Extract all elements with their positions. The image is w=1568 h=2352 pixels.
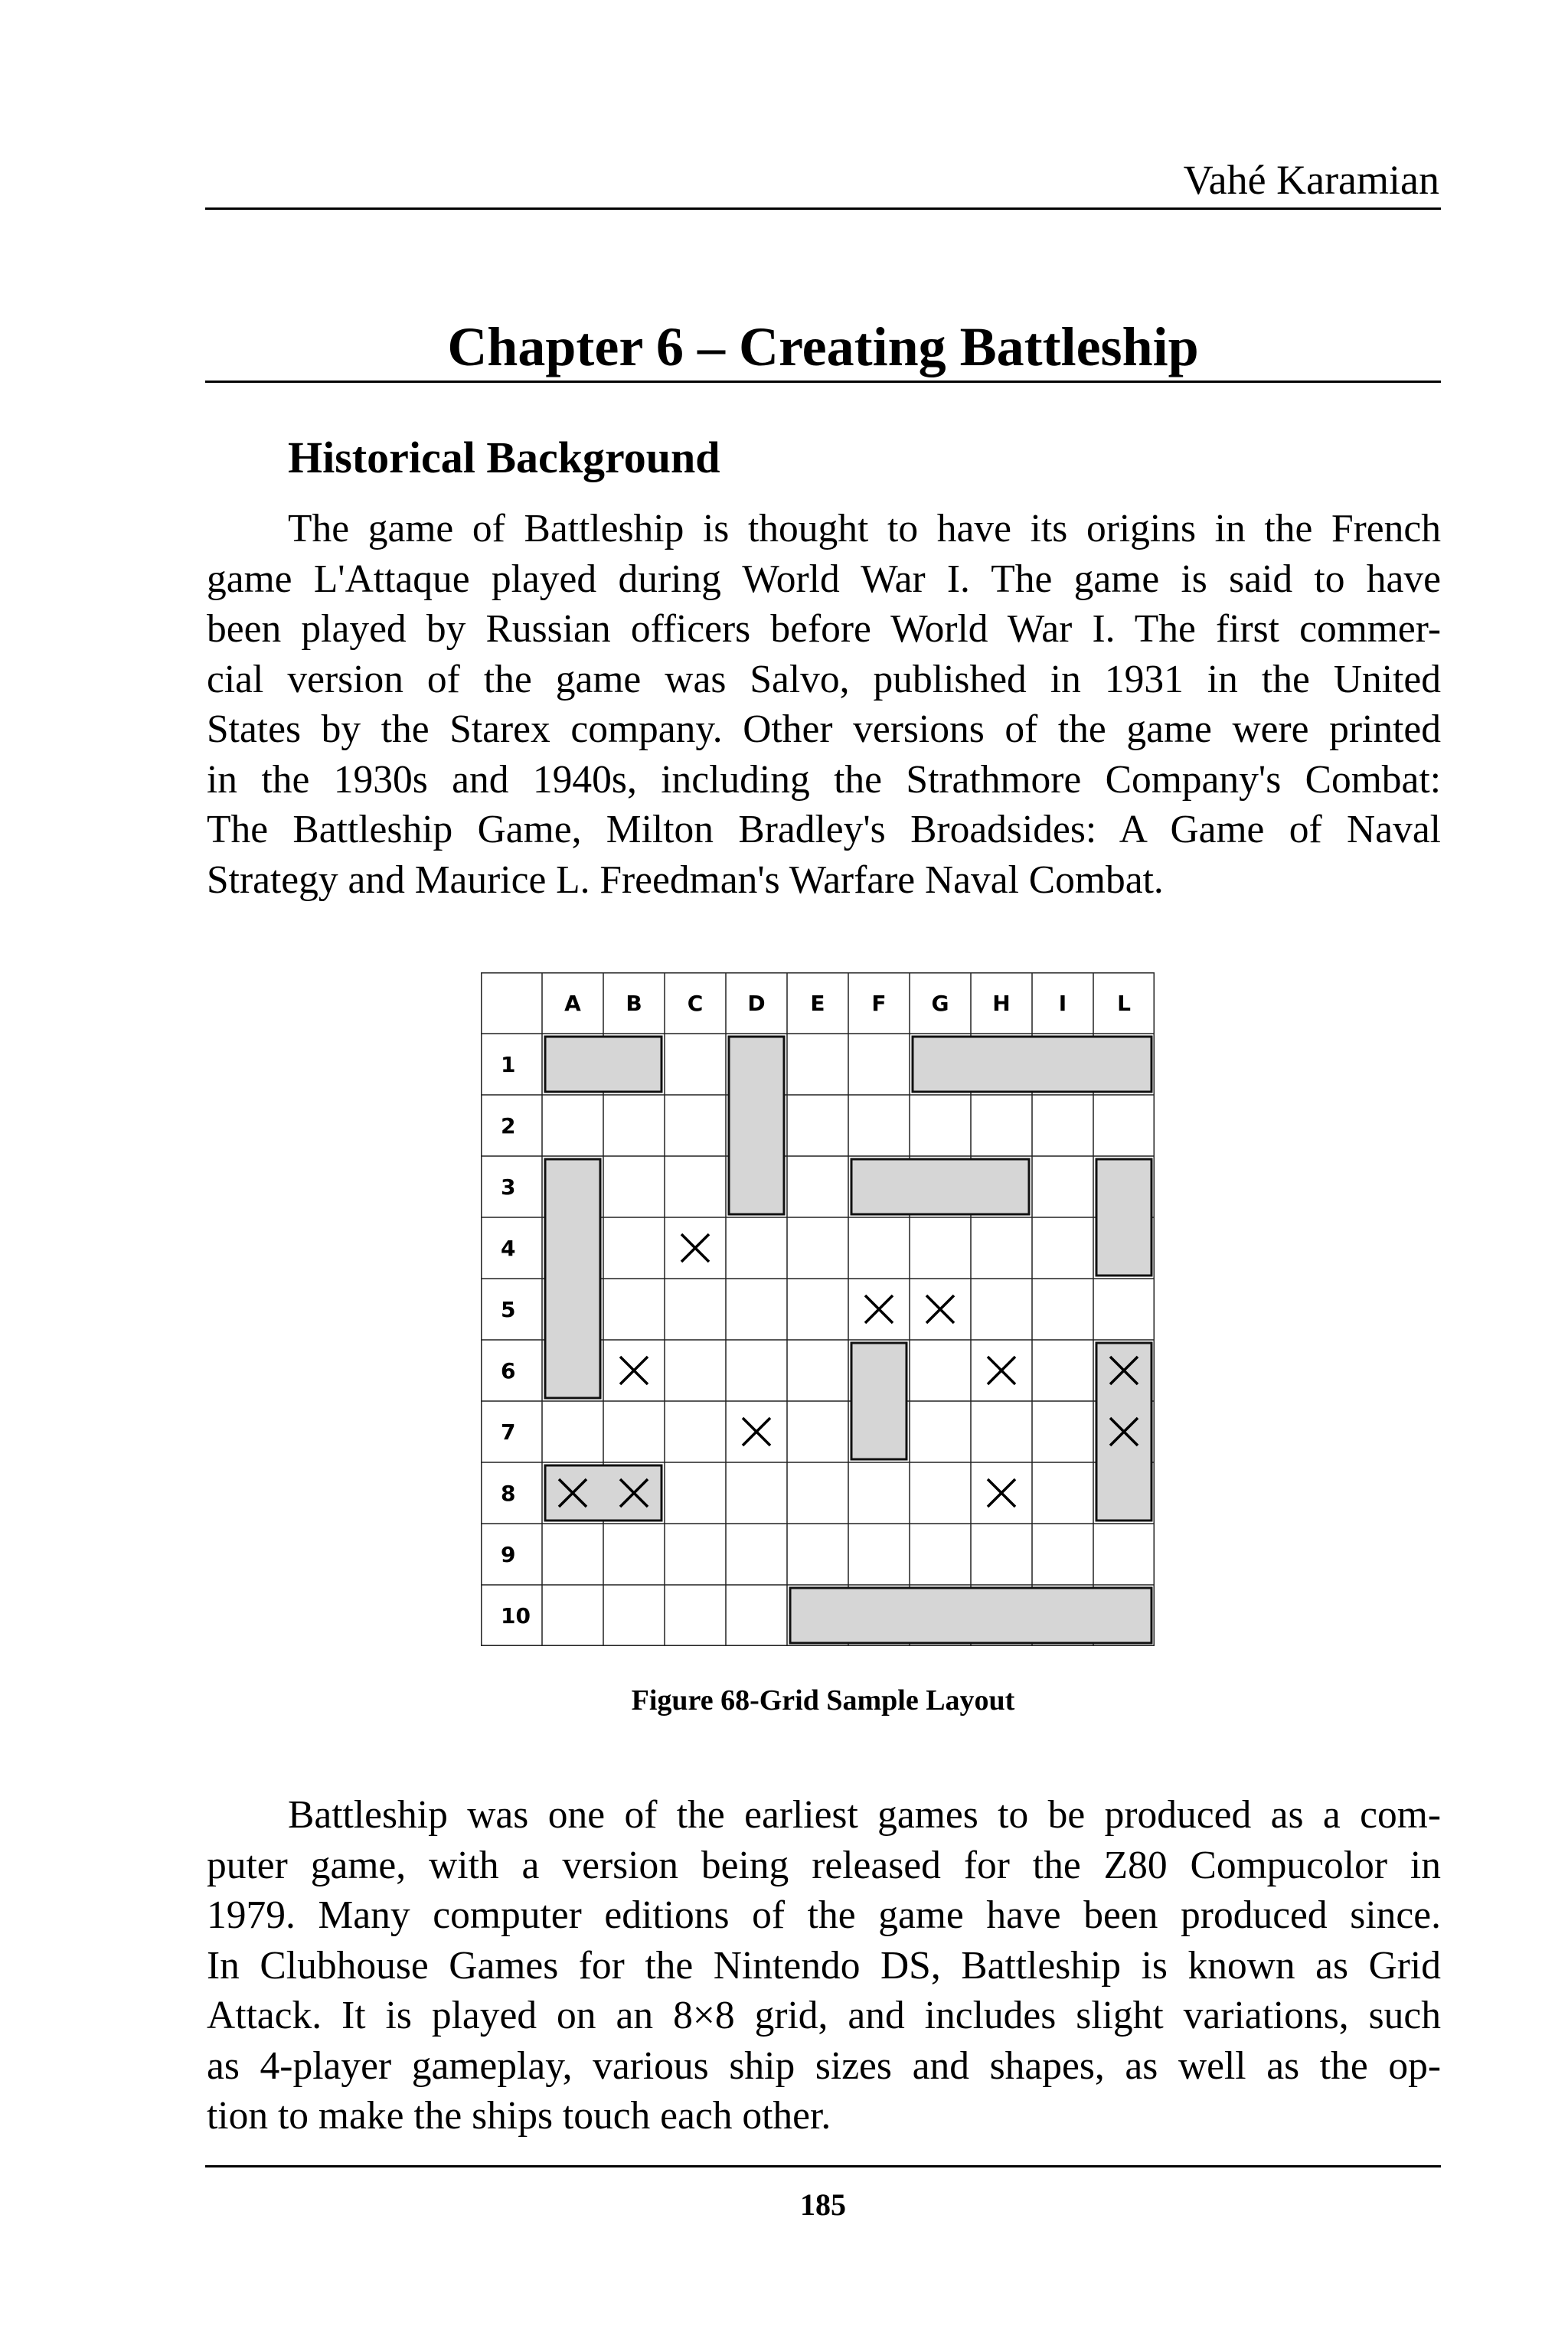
paragraph-line: Attack. It is played on an 8×8 grid, and includes slight variations, such	[207, 1994, 1441, 2037]
hit-marker	[865, 1295, 893, 1323]
row-header: 4	[501, 1236, 516, 1261]
paragraph-line: 1979. Many computer editions of the game have been produced since.	[207, 1893, 1441, 1937]
row-header: 2	[501, 1113, 516, 1138]
ship	[545, 1465, 662, 1521]
ship	[790, 1588, 1152, 1643]
hit-marker	[988, 1479, 1015, 1507]
ship	[913, 1037, 1152, 1092]
row-header: 5	[501, 1297, 516, 1322]
column-header: L	[1117, 991, 1131, 1016]
column-header: I	[1058, 991, 1067, 1016]
running-header: Vahé Karamian	[1183, 157, 1439, 203]
hit-marker	[681, 1234, 709, 1262]
column-header: C	[687, 991, 704, 1016]
paragraph-2	[207, 1790, 1441, 2141]
paragraph-line: cial version of the game was Salvo, published in 1931 in the United	[207, 657, 1441, 701]
column-header: A	[564, 991, 581, 1016]
row-header: 1	[501, 1052, 516, 1077]
ship	[851, 1159, 1029, 1214]
row-header: 3	[501, 1174, 516, 1200]
ship	[1096, 1159, 1152, 1276]
column-header: D	[747, 991, 766, 1016]
column-header: E	[810, 991, 825, 1016]
paragraph-line: been played by Russian officers before World War I. The first commer-	[207, 607, 1441, 651]
paragraph-line: tion to make the ships touch each other.	[207, 2094, 831, 2138]
section-title: Historical Background	[288, 433, 720, 482]
row-header: 7	[501, 1419, 516, 1445]
ship	[545, 1159, 600, 1398]
paragraph-line: The Battleship Game, Milton Bradley's Broadsides: A Game of Naval	[207, 808, 1441, 851]
paragraph-line: game L'Attaque played during World War I. The game is said to have	[207, 557, 1441, 601]
row-header: 8	[501, 1481, 516, 1506]
paragraph-line: Strategy and Maurice L. Freedman's Warfare Naval Combat.	[207, 858, 1164, 902]
chapter-rule	[205, 381, 1441, 383]
hit-marker	[926, 1295, 954, 1323]
page-number: 185	[800, 2187, 846, 2222]
ship	[545, 1037, 662, 1092]
paragraph-line: In Clubhouse Games for the Nintendo DS, Battleship is known as Grid	[207, 1943, 1441, 1988]
ship	[851, 1343, 906, 1459]
figure-caption: Figure 68-Grid Sample Layout	[631, 1684, 1015, 1717]
paragraph-line: puter game, with a version being released for the Z80 Compucolor in	[207, 1843, 1441, 1887]
paragraph-line: The game of Battleship is thought to have its origins in the French	[288, 507, 1441, 550]
chapter-title: Chapter 6 – Creating Battleship	[447, 316, 1199, 377]
hit-marker	[620, 1357, 648, 1384]
hit-marker	[743, 1418, 770, 1446]
row-header: 9	[501, 1542, 516, 1567]
header-rule	[205, 207, 1441, 210]
paragraph-line: Battleship was one of the earliest games to be produced as a com-	[288, 1793, 1441, 1837]
column-header: G	[931, 991, 949, 1016]
ship	[729, 1037, 784, 1214]
column-header: H	[992, 991, 1011, 1016]
row-header: 10	[501, 1603, 531, 1628]
column-header: B	[626, 991, 642, 1016]
column-header: F	[871, 991, 887, 1016]
row-header: 6	[501, 1358, 516, 1383]
footer-rule	[205, 2165, 1441, 2167]
paragraph-1	[207, 504, 1441, 905]
paragraph-line: in the 1930s and 1940s, including the Strathmore Company's Combat:	[207, 757, 1441, 802]
paragraph-line: as 4-player gameplay, various ship sizes and shapes, as well as the op-	[207, 2043, 1441, 2088]
paragraph-line: States by the Starex company. Other versions of the game were printed	[207, 707, 1441, 751]
battleship-grid-figure	[481, 972, 1155, 1646]
hit-marker	[988, 1357, 1015, 1384]
